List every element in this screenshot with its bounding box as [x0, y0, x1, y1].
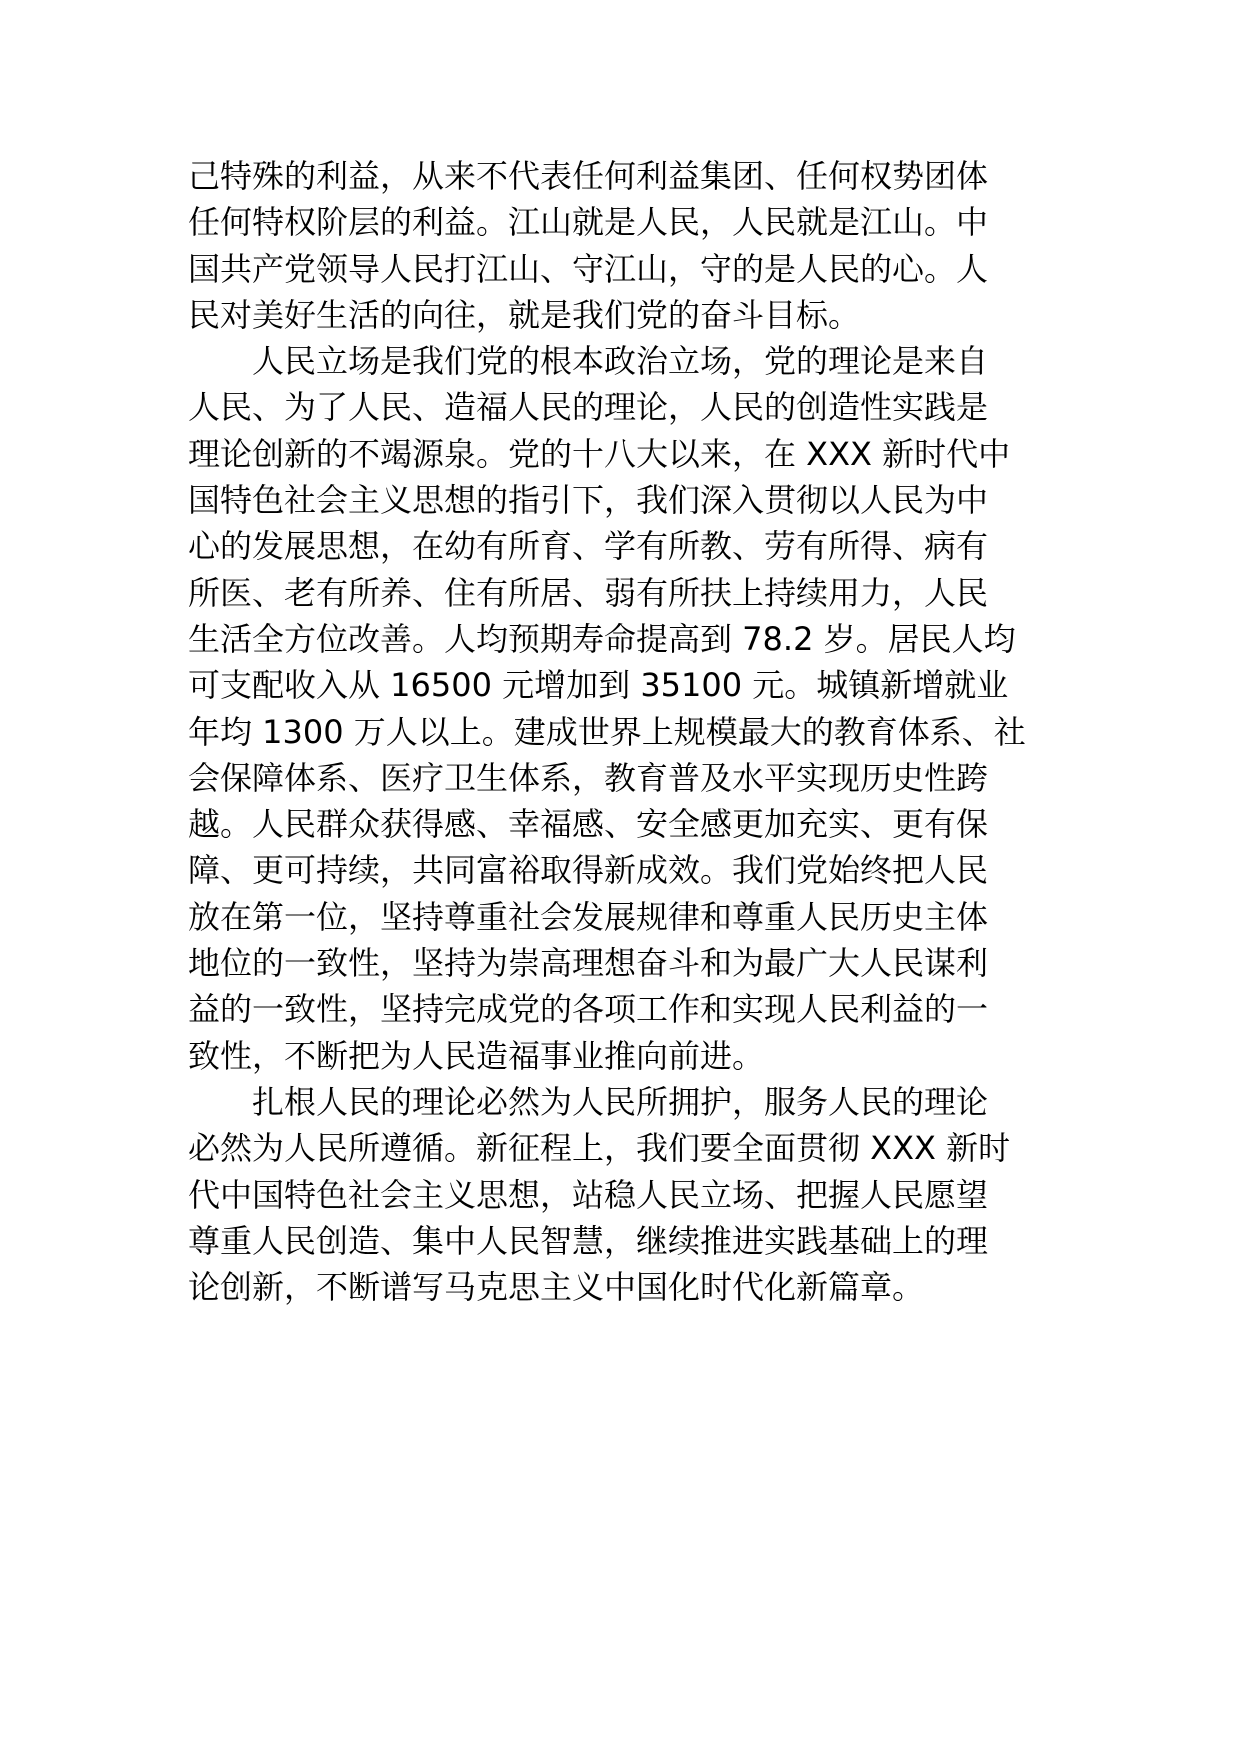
- text-line: 生活全方位改善。人均预期寿命提高到 78.2 岁。居民人均: [188, 619, 1016, 658]
- text-line: 任何特权阶层的利益。江山就是人民，人民就是江山。中: [188, 203, 989, 242]
- text-line: 可支配收入从 16500 元增加到 35100 元。城镇新增就业: [188, 666, 1009, 705]
- text-line: 尊重人民创造、集中人民智慧，继续推进实践基础上的理: [188, 1221, 989, 1260]
- text-line: 理论创新的不竭源泉。党的十八大以来，在 XXX 新时代中: [188, 434, 1011, 473]
- text-line: 致性，不断把为人民造福事业推向前进。: [188, 1036, 765, 1075]
- paragraph-1: [188, 153, 1054, 338]
- text-line: 民对美好生活的向往，就是我们党的奋斗目标。: [188, 295, 861, 334]
- text-line: 放在第一位，坚持尊重社会发展规律和尊重人民历史主体: [188, 897, 989, 936]
- text-line: 年均 1300 万人以上。建成世界上规模最大的教育体系、社: [188, 712, 1026, 751]
- text-line: 心的发展思想，在幼有所育、学有所教、劳有所得、病有: [188, 527, 989, 566]
- document-body: [188, 153, 1054, 1310]
- text-line: 益的一致性，坚持完成党的各项工作和实现人民利益的一: [188, 990, 989, 1029]
- text-line: 己特殊的利益，从来不代表任何利益集团、任何权势团体: [188, 157, 989, 195]
- text-line: 越。人民群众获得感、幸福感、安全感更加充实、更有保: [188, 805, 989, 844]
- text-line: 障、更可持续，共同富裕取得新成效。我们党始终把人民: [188, 851, 989, 890]
- text-line: 人民、为了人民、造福人民的理论，人民的创造性实践是: [188, 388, 989, 427]
- paragraph-3: [188, 1079, 1054, 1310]
- text-line: 代中国特色社会主义思想，站稳人民立场、把握人民愿望: [188, 1175, 989, 1214]
- text-line: 国特色社会主义思想的指引下，我们深入贯彻以人民为中: [188, 481, 989, 520]
- text-line: 会保障体系、医疗卫生体系，教育普及水平实现历史性跨: [188, 758, 989, 797]
- text-line: 论创新，不断谱写马克思主义中国化时代化新篇章。: [188, 1268, 925, 1307]
- text-line: 地位的一致性，坚持为崇高理想奋斗和为最广大人民谋利: [188, 944, 989, 983]
- text-line: 扎根人民的理论必然为人民所拥护，服务人民的理论: [252, 1082, 989, 1121]
- text-line: 人民立场是我们党的根本政治立场，党的理论是来自: [252, 342, 989, 381]
- text-line: 必然为人民所遵循。新征程上，我们要全面贯彻 XXX 新时: [188, 1129, 1011, 1168]
- text-line: 国共产党领导人民打江山、守江山，守的是人民的心。人: [188, 249, 989, 288]
- paragraph-2: [188, 338, 1054, 1079]
- text-line: 所医、老有所养、住有所居、弱有所扶上持续用力，人民: [188, 573, 989, 612]
